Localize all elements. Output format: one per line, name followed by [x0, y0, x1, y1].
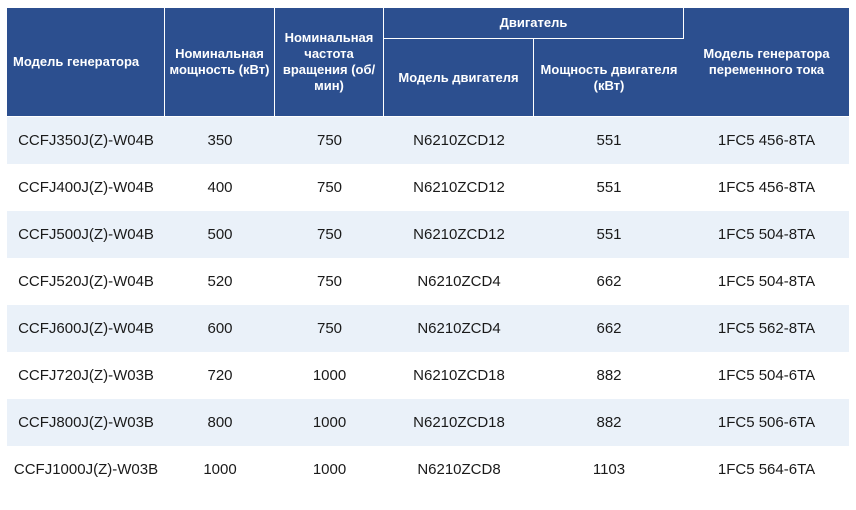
- cell-engine-model: N6210ZCD18: [384, 399, 534, 446]
- cell-engine-power: 882: [534, 399, 684, 446]
- cell-engine-model: N6210ZCD12: [413, 179, 505, 196]
- table-row: [7, 305, 849, 352]
- cell-speed: 750: [316, 273, 343, 290]
- cell-speed: 750: [275, 211, 384, 258]
- cell-model: CCFJ500J(Z)-W04B: [7, 211, 165, 258]
- cell-alternator: 1FC5 506-6TA: [684, 399, 849, 446]
- cell-engine-model: N6210ZCD4: [384, 305, 534, 352]
- cell-model: CCFJ720J(Z)-W03B: [18, 367, 154, 384]
- cell-alternator: 1FC5 456-8TA: [717, 179, 816, 196]
- cell-model: CCFJ400J(Z)-W04B: [18, 179, 154, 196]
- header-engine-model: Модель двигателя: [384, 39, 534, 117]
- cell-speed: 750: [316, 179, 343, 196]
- cell-speed: 750: [275, 117, 384, 164]
- cell-model: CCFJ520J(Z)-W04B: [18, 273, 154, 290]
- cell-engine-model: N6210ZCD18: [413, 367, 505, 384]
- cell-engine-power: 662: [534, 305, 684, 352]
- cell-alternator: 1FC5 504-6TA: [717, 367, 816, 384]
- cell-engine-power: 551: [596, 179, 622, 196]
- table-row: [7, 446, 849, 493]
- cell-power: 520: [207, 273, 233, 290]
- cell-engine-power: 662: [596, 273, 622, 290]
- cell-alternator: 1FC5 504-8TA: [717, 273, 816, 290]
- cell-engine-power: 882: [596, 367, 622, 384]
- table-row: [7, 164, 849, 211]
- cell-power: 500: [165, 211, 275, 258]
- cell-engine-model: N6210ZCD8: [417, 461, 501, 478]
- header-rated-speed: Номинальная частота вращения (об/мин): [275, 8, 384, 117]
- generator-spec-table: [7, 8, 849, 493]
- cell-power: 400: [207, 179, 233, 196]
- cell-alternator: 1FC5 456-8TA: [684, 117, 849, 164]
- cell-engine-power: 1103: [592, 461, 626, 478]
- cell-alternator: 1FC5 564-6TA: [717, 461, 816, 478]
- table-row: [7, 399, 849, 446]
- table-body: [7, 117, 849, 493]
- cell-power: 600: [165, 305, 275, 352]
- table-row: [7, 117, 849, 164]
- cell-engine-model: N6210ZCD12: [384, 117, 534, 164]
- header-rated-power: Номинальная мощность (кВт): [165, 8, 275, 117]
- cell-power: 720: [207, 367, 233, 384]
- header-generator-model: Модель генератора: [7, 8, 165, 117]
- table-row: [7, 211, 849, 258]
- cell-power: 350: [165, 117, 275, 164]
- header-engine-power: Мощность двигателя (кВт): [534, 39, 684, 117]
- table-row: [7, 352, 849, 399]
- cell-model: CCFJ350J(Z)-W04B: [7, 117, 165, 164]
- cell-power: 800: [165, 399, 275, 446]
- cell-power: 1000: [203, 461, 237, 478]
- cell-alternator: 1FC5 562-8TA: [684, 305, 849, 352]
- table-row: [7, 258, 849, 305]
- cell-engine-power: 551: [534, 117, 684, 164]
- cell-model: CCFJ1000J(Z)-W03B: [13, 461, 159, 478]
- cell-engine-power: 551: [534, 211, 684, 258]
- cell-engine-model: N6210ZCD12: [384, 211, 534, 258]
- cell-speed: 1000: [312, 461, 347, 478]
- cell-speed: 1000: [275, 399, 384, 446]
- cell-speed: 750: [275, 305, 384, 352]
- header-alternator-model: Модель генератора переменного тока: [684, 8, 849, 117]
- header-engine-group: Двигатель: [384, 8, 684, 39]
- cell-model: CCFJ600J(Z)-W04B: [7, 305, 165, 352]
- cell-speed: 1000: [312, 367, 347, 384]
- cell-alternator: 1FC5 504-8TA: [684, 211, 849, 258]
- cell-model: CCFJ800J(Z)-W03B: [7, 399, 165, 446]
- cell-engine-model: N6210ZCD4: [417, 273, 501, 290]
- table-header: [7, 8, 849, 117]
